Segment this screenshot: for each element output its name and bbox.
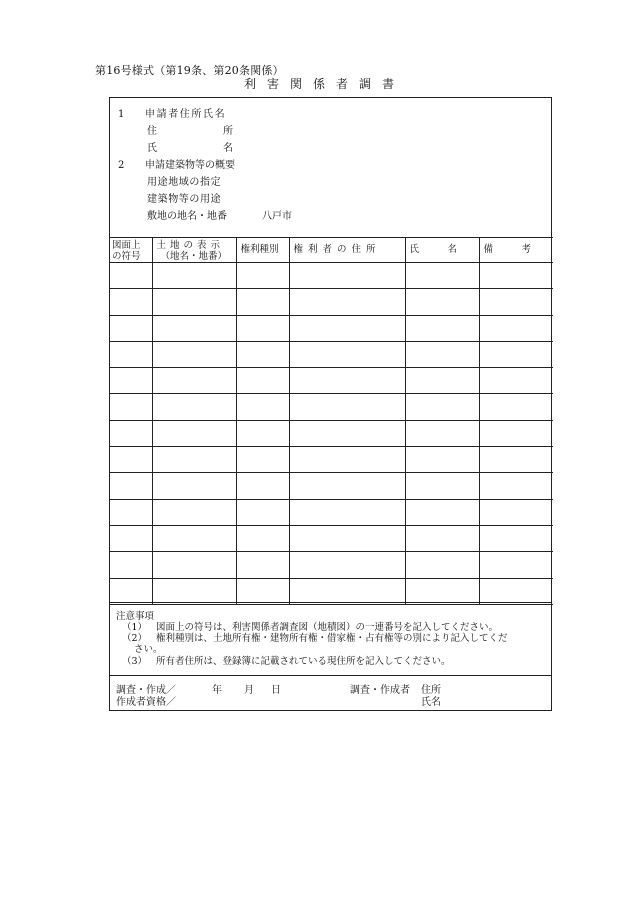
table-cell[interactable] bbox=[110, 578, 152, 604]
table-cell[interactable] bbox=[479, 289, 553, 315]
surveyor-label: 調査・作成者 bbox=[350, 685, 410, 696]
table-cell[interactable] bbox=[479, 263, 553, 289]
survey-date-label: 調査・作成／ bbox=[116, 685, 176, 696]
table-cell[interactable] bbox=[479, 368, 553, 394]
table-cell[interactable] bbox=[110, 447, 152, 473]
table-cell[interactable] bbox=[236, 394, 289, 420]
table-cell[interactable] bbox=[405, 499, 479, 525]
table-cell[interactable] bbox=[110, 368, 152, 394]
surveyor-address-label: 住所 bbox=[421, 685, 441, 696]
table-cell[interactable] bbox=[289, 525, 405, 551]
table-cell[interactable] bbox=[152, 341, 236, 367]
table-cell[interactable] bbox=[110, 341, 152, 367]
table-row bbox=[110, 315, 553, 341]
table-row bbox=[110, 447, 553, 473]
table-cell[interactable] bbox=[236, 263, 289, 289]
name-label: 氏 名 bbox=[147, 143, 233, 154]
table-cell[interactable] bbox=[405, 525, 479, 551]
table-cell[interactable] bbox=[479, 499, 553, 525]
table-cell[interactable] bbox=[479, 420, 553, 446]
table-cell[interactable] bbox=[110, 394, 152, 420]
form-title: 利害関係者調書 bbox=[244, 77, 406, 91]
note-2: 権利種別は、土地所有権・建物所有権・借家権・占有権等の別により記入してくだ bbox=[156, 633, 508, 644]
table-cell[interactable] bbox=[405, 263, 479, 289]
col-header-remarks: 備 考 bbox=[479, 238, 553, 263]
table-row bbox=[110, 289, 553, 315]
month-label: 月 bbox=[244, 685, 254, 696]
table-cell[interactable] bbox=[405, 341, 479, 367]
notes-heading: 注意事項 bbox=[116, 611, 155, 622]
table-cell[interactable] bbox=[110, 473, 152, 499]
table-cell[interactable] bbox=[152, 420, 236, 446]
table-row bbox=[110, 263, 553, 289]
table-cell[interactable] bbox=[152, 578, 236, 604]
table-cell[interactable] bbox=[110, 420, 152, 446]
table-cell[interactable] bbox=[152, 315, 236, 341]
table-cell[interactable] bbox=[152, 289, 236, 315]
table-cell[interactable] bbox=[479, 525, 553, 551]
table-cell[interactable] bbox=[110, 499, 152, 525]
table-cell[interactable] bbox=[289, 263, 405, 289]
table-cell[interactable] bbox=[289, 447, 405, 473]
note-1: 図面上の符号は、利害関係者調査図（地積図）の一連番号を記入してください。 bbox=[156, 622, 499, 633]
note-1-number: （1） bbox=[122, 622, 148, 633]
table-cell[interactable] bbox=[152, 552, 236, 578]
table-row bbox=[110, 420, 553, 446]
applicant-section bbox=[110, 98, 551, 237]
table-cell[interactable] bbox=[289, 578, 405, 604]
table-cell[interactable] bbox=[405, 420, 479, 446]
table-cell[interactable] bbox=[236, 447, 289, 473]
note-3-number: （3） bbox=[122, 656, 148, 667]
qualification-label: 作成者資格／ bbox=[116, 697, 176, 708]
table-cell[interactable] bbox=[236, 420, 289, 446]
rights-holder-table bbox=[110, 237, 553, 605]
table-cell[interactable] bbox=[110, 552, 152, 578]
table-row bbox=[110, 578, 553, 604]
table-cell[interactable] bbox=[110, 263, 152, 289]
table-cell[interactable] bbox=[289, 315, 405, 341]
note-2-continued: さい。 bbox=[134, 644, 163, 655]
table-cell[interactable] bbox=[289, 289, 405, 315]
table-cell[interactable] bbox=[152, 263, 236, 289]
site-value: 八戸市 bbox=[262, 211, 292, 222]
form-frame bbox=[109, 97, 552, 711]
table-cell[interactable] bbox=[152, 368, 236, 394]
table-row bbox=[110, 499, 553, 525]
table-cell[interactable] bbox=[236, 341, 289, 367]
table-cell[interactable] bbox=[289, 394, 405, 420]
table-cell[interactable] bbox=[289, 420, 405, 446]
table-row bbox=[110, 473, 553, 499]
note-3: 所有者住所は、登録簿に記載されている現住所を記入してください。 bbox=[156, 656, 451, 667]
table-cell[interactable] bbox=[405, 552, 479, 578]
day-label: 日 bbox=[271, 685, 281, 696]
table-cell[interactable] bbox=[289, 552, 405, 578]
table-cell[interactable] bbox=[405, 473, 479, 499]
surveyor-name-label: 氏名 bbox=[421, 697, 441, 708]
table-cell[interactable] bbox=[152, 447, 236, 473]
table-cell[interactable] bbox=[479, 341, 553, 367]
zoning-label: 用途地域の指定 bbox=[147, 177, 222, 188]
table-cell[interactable] bbox=[405, 447, 479, 473]
col-header-symbol: 図面上 の符号 bbox=[110, 238, 152, 263]
table-row bbox=[110, 341, 553, 367]
item-number-1: 1 bbox=[118, 109, 125, 120]
table-cell[interactable] bbox=[236, 289, 289, 315]
table-cell[interactable] bbox=[152, 394, 236, 420]
table-cell[interactable] bbox=[405, 368, 479, 394]
col-header-land: 土地の表示 （地名・地番） bbox=[152, 238, 236, 263]
notes-section bbox=[110, 602, 551, 675]
building-outline-label: 申請建築物等の概要 bbox=[145, 160, 235, 171]
site-label: 敷地の地名・地番 bbox=[147, 211, 227, 222]
note-2-number: （2） bbox=[122, 633, 148, 644]
item-number-2: 2 bbox=[118, 160, 125, 171]
table-cell[interactable] bbox=[236, 499, 289, 525]
table-cell[interactable] bbox=[152, 499, 236, 525]
table-cell[interactable] bbox=[110, 289, 152, 315]
table-cell[interactable] bbox=[110, 525, 152, 551]
table-cell[interactable] bbox=[289, 499, 405, 525]
building-use-label: 建築物等の用途 bbox=[147, 194, 222, 205]
table-cell[interactable] bbox=[289, 473, 405, 499]
table-cell[interactable] bbox=[405, 289, 479, 315]
year-label: 年 bbox=[212, 685, 222, 696]
applicant-label: 申請者住所氏名 bbox=[145, 109, 227, 120]
table-cell[interactable] bbox=[152, 473, 236, 499]
col-header-holder-address: 権利者の住所 bbox=[289, 238, 405, 263]
table-row bbox=[110, 525, 553, 551]
table-row bbox=[110, 368, 553, 394]
table-cell[interactable] bbox=[479, 578, 553, 604]
footer-section bbox=[110, 675, 551, 712]
table-cell[interactable] bbox=[236, 578, 289, 604]
table-cell[interactable] bbox=[236, 315, 289, 341]
table-cell[interactable] bbox=[405, 394, 479, 420]
table-cell[interactable] bbox=[236, 368, 289, 394]
form-number: 第16号様式（第19条、第20条関係） bbox=[95, 64, 284, 77]
table-cell[interactable] bbox=[110, 315, 152, 341]
table-cell[interactable] bbox=[405, 578, 479, 604]
table-row bbox=[110, 552, 553, 578]
table-cell[interactable] bbox=[236, 473, 289, 499]
table-cell[interactable] bbox=[236, 552, 289, 578]
address-label: 住 所 bbox=[147, 126, 233, 137]
table-cell[interactable] bbox=[479, 447, 553, 473]
col-header-right-type: 権利種別 bbox=[236, 238, 289, 263]
col-header-name: 氏 名 bbox=[405, 238, 479, 263]
table-cell[interactable] bbox=[289, 368, 405, 394]
table-cell[interactable] bbox=[479, 552, 553, 578]
table-cell[interactable] bbox=[152, 525, 236, 551]
table-header-row bbox=[110, 238, 553, 263]
table-cell[interactable] bbox=[405, 315, 479, 341]
table-cell[interactable] bbox=[479, 315, 553, 341]
table-cell[interactable] bbox=[479, 473, 553, 499]
table-cell[interactable] bbox=[236, 525, 289, 551]
table-cell[interactable] bbox=[479, 394, 553, 420]
table-row bbox=[110, 394, 553, 420]
table-cell[interactable] bbox=[289, 341, 405, 367]
